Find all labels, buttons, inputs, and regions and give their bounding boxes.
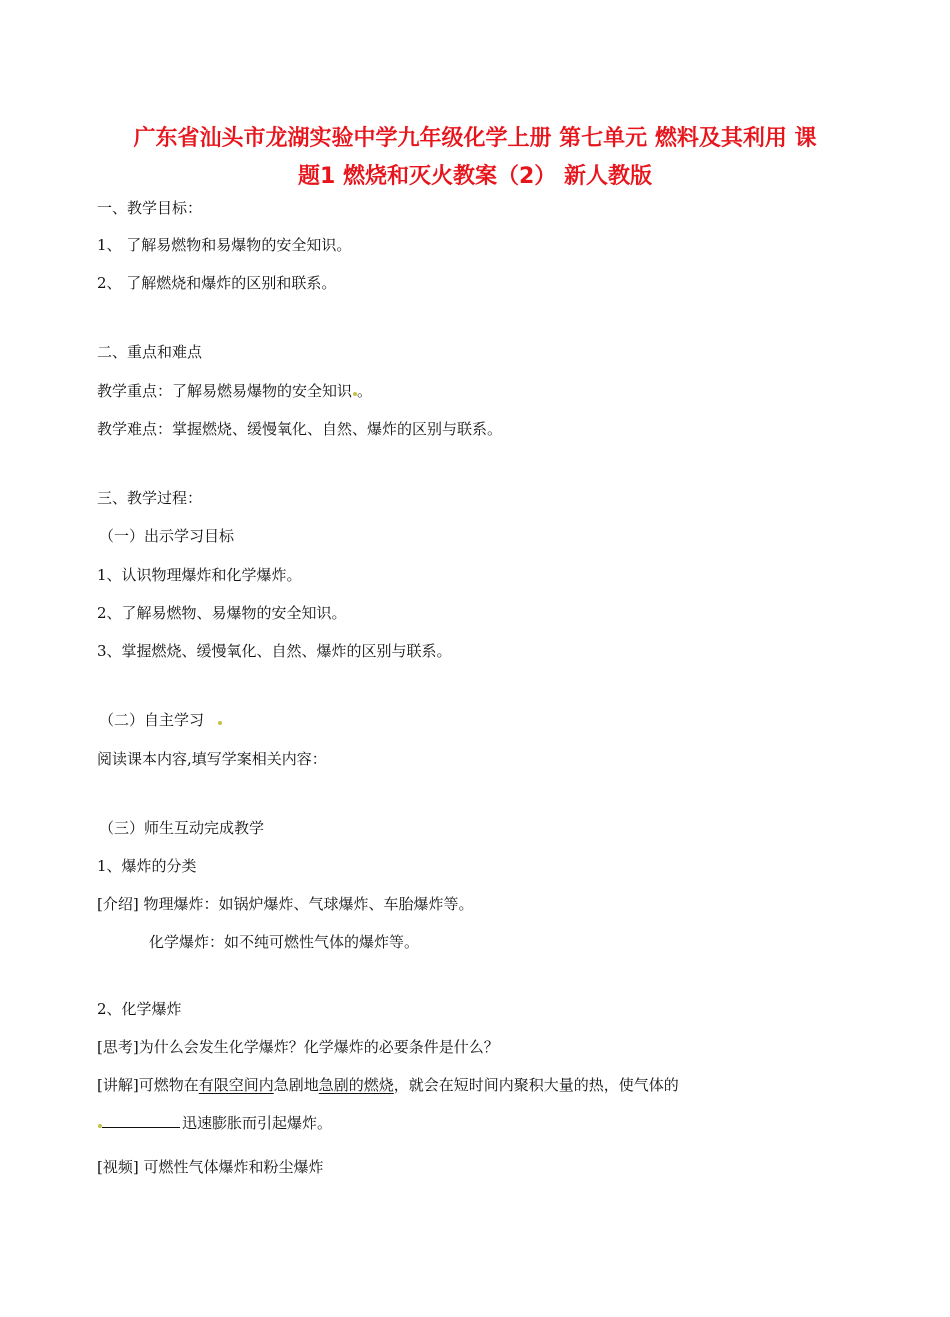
key-point bbox=[97, 381, 372, 401]
title-line-1: 广东省汕头市龙湖实验中学九年级化学上册 第七单元 燃料及其利用 课 bbox=[133, 126, 817, 151]
section2-heading: 二、重点和难点 bbox=[97, 343, 203, 361]
chemical-explosion: 化学爆炸：如不纯可燃性气体的爆炸等。 bbox=[149, 933, 420, 951]
title-line-2: 题1 燃烧和灭火教案（2） 新人教版 bbox=[298, 164, 652, 189]
goal-item-3: 3、掌握燃烧、缓慢氧化、自然、爆炸的区别与联系。 bbox=[97, 642, 452, 660]
objective-item-2: 2、 了解燃烧和爆炸的区别和联系。 bbox=[97, 274, 337, 292]
mark-dot bbox=[218, 721, 222, 725]
part1-heading: （一）出示学习目标 bbox=[99, 527, 235, 545]
physical-explosion: 物理爆炸：如锅炉爆炸、气球爆炸、车胎爆炸等。 bbox=[143, 895, 474, 913]
chemical-heading: 2、化学爆炸 bbox=[97, 1000, 182, 1018]
fill-in-blank[interactable] bbox=[102, 1113, 180, 1128]
goal-item-1: 1、认识物理爆炸和化学爆炸。 bbox=[97, 566, 302, 584]
lecture-suffix: ，就会在短时间内聚积大量的热，使气体的 bbox=[393, 1076, 679, 1094]
intro-line bbox=[97, 894, 474, 914]
lecture-underline-1: 有限空间内 bbox=[198, 1076, 274, 1094]
lecture-line-1 bbox=[97, 1075, 679, 1095]
lecture-line-2-text: 迅速膨胀而引起爆炸。 bbox=[182, 1114, 333, 1132]
part2-heading-text: （二）自主学习 bbox=[99, 711, 205, 729]
key-point-text: 教学重点：了解易燃易爆物的安全知识 bbox=[97, 382, 353, 400]
lecture-line-2 bbox=[97, 1113, 332, 1133]
lecture-prefix: [讲解]可燃物在 bbox=[97, 1076, 199, 1094]
intro-label: [介绍] bbox=[97, 895, 139, 913]
difficulty-point: 教学难点：掌握燃烧、缓慢氧化、自然、爆炸的区别与联系。 bbox=[97, 420, 503, 438]
goal-item-2: 2、了解易燃物、易爆物的安全知识。 bbox=[97, 604, 347, 622]
lecture-underline-2: 急剧的燃烧 bbox=[318, 1076, 394, 1094]
section1-heading: 一、教学目标： bbox=[97, 199, 203, 217]
objective-item-1: 1、 了解易燃物和易爆物的安全知识。 bbox=[97, 236, 352, 254]
key-point-end: 。 bbox=[357, 382, 373, 400]
part3-heading: （三）师生互动完成教学 bbox=[99, 819, 265, 837]
part2-text: 阅读课本内容,填写学案相关内容： bbox=[97, 750, 327, 768]
part2-heading bbox=[99, 710, 222, 730]
think-line: [思考]为什么会发生化学爆炸？化学爆炸的必要条件是什么？ bbox=[97, 1038, 499, 1056]
explosion-types-heading: 1、爆炸的分类 bbox=[97, 857, 197, 875]
document-title bbox=[80, 120, 870, 196]
lecture-mid: 急剧地 bbox=[273, 1076, 319, 1094]
section3-heading: 三、教学过程： bbox=[97, 489, 203, 507]
video-line: [视频] 可燃性气体爆炸和粉尘爆炸 bbox=[97, 1158, 324, 1176]
